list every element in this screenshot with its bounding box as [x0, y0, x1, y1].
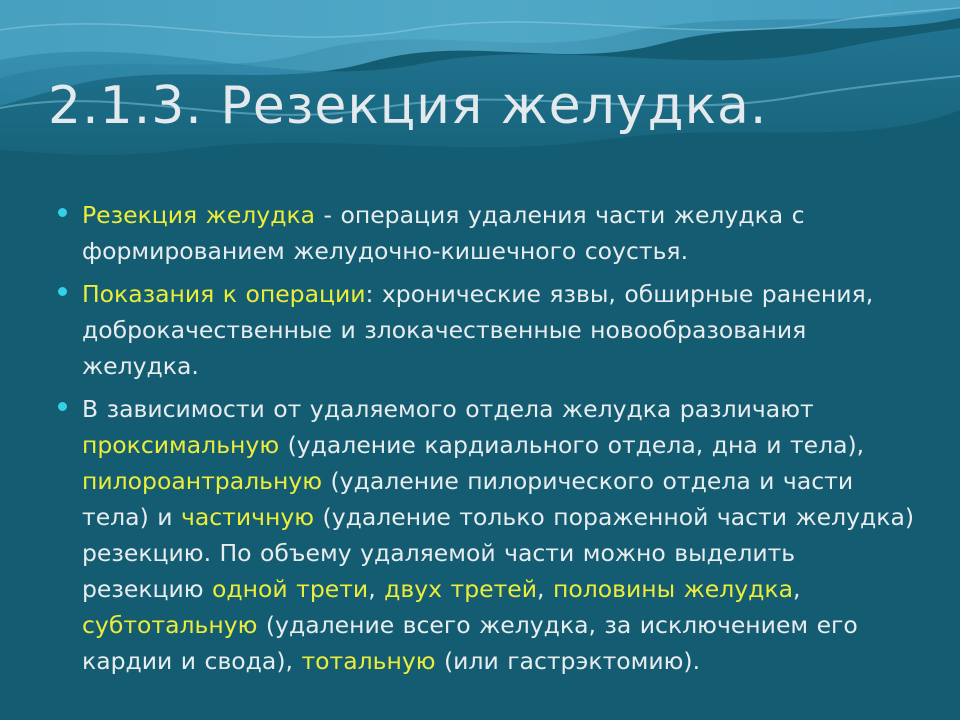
bullet-text-segment: (или гастрэктомию). [435, 647, 701, 675]
bullet-text-segment: : хронические язвы, обширные ранения, доброкачественные и злокачественные новообразования желудка. [82, 280, 874, 380]
highlight-term: половины желудка [552, 575, 794, 603]
bullet-text-segment: , [537, 575, 553, 603]
highlight-term: Показания к операции [82, 280, 366, 308]
bullet-text [82, 391, 918, 679]
highlight-term: частичную [180, 503, 315, 531]
bullet-item [58, 197, 918, 269]
bullet-dot-icon [58, 287, 67, 296]
bullet-dot-icon [58, 402, 67, 411]
bullet-list [58, 197, 918, 686]
highlight-term: пилороантральную [82, 467, 323, 495]
bullet-item [58, 391, 918, 679]
bullet-text-segment: (удаление только пораженной части желудка) резекцию. По объему удаляемой части можно выделить резекцию [82, 503, 915, 603]
highlight-term: тотальную [301, 647, 436, 675]
slide-title: 2.1.3. Резекция желудка. [48, 76, 768, 136]
bullet-text-segment: (удаление всего желудка, за исключением его кардии и свода), [82, 611, 858, 675]
bullet-text-segment: (удаление кардиального отдела, дна и тела), [279, 431, 865, 459]
bullet-text [82, 276, 918, 384]
highlight-term: проксимальную [82, 431, 280, 459]
bullet-dot-icon [58, 208, 67, 217]
bullet-text-segment: В зависимости от удаляемого отдела желудка различают [82, 395, 814, 423]
bullet-text-segment: - операция удаления части желудка с формированием желудочно-кишечного соустья. [82, 201, 805, 265]
bullet-text-segment: , [368, 575, 385, 603]
highlight-term: субтотальную [82, 611, 258, 639]
bullet-item [58, 276, 918, 384]
highlight-term: одной трети [212, 575, 369, 603]
highlight-term: Резекция желудка [82, 201, 316, 229]
highlight-term: двух третей [384, 575, 538, 603]
bullet-text [82, 197, 918, 269]
bullet-text-segment: , [793, 575, 801, 603]
bullet-text-segment: (удаление пилорического отдела и части тела) и [82, 467, 854, 531]
